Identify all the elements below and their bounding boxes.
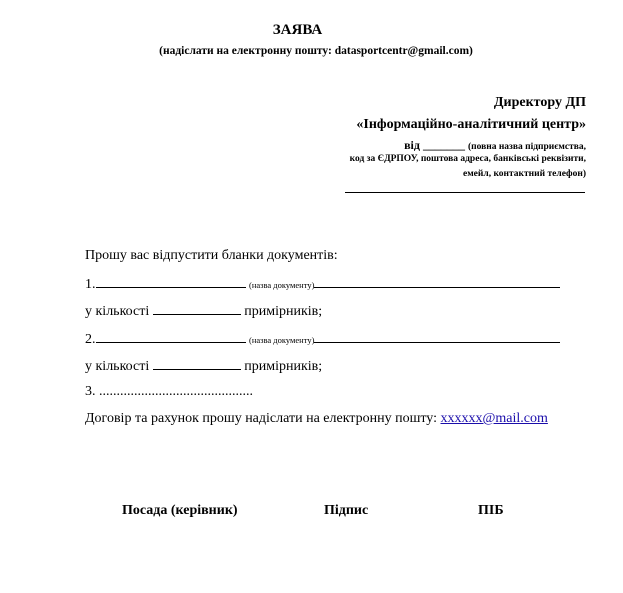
item-1-number: 1. (85, 277, 96, 292)
quantity-label: у кількості (85, 304, 150, 319)
item-1-line (85, 275, 560, 293)
from-label: від (404, 138, 420, 152)
addressee-line-2: «Інформаційно-аналітичний центр» (356, 117, 586, 132)
from-blank: _______ (422, 138, 465, 152)
from-line (404, 138, 586, 153)
quantity-blank (153, 357, 241, 370)
from-note: (повна назва підприємства, (467, 142, 586, 152)
item-2-blank (96, 330, 246, 343)
contract-line (85, 411, 548, 427)
item-2-doc-hint: (назва документу) (249, 335, 315, 345)
quantity-blank (153, 302, 241, 315)
copies-label: примірників; (244, 304, 323, 319)
signature-position-label: Посада (керівник) (122, 503, 238, 518)
contract-email-link[interactable]: xxxxxx@mail.com (440, 411, 548, 426)
addressee-signature-line (345, 192, 585, 193)
item-1-quantity-line (85, 302, 322, 320)
intro-text: Прошу вас відпустити бланки документів: (85, 248, 338, 263)
document-subtitle: (надіслати на електронну пошту: datasportcentr@gmail.com) (159, 45, 473, 57)
addressee-line-1: Директору ДП (493, 95, 586, 110)
item-2-quantity-line (85, 357, 322, 375)
item-1-doc-hint: (назва документу) (249, 280, 315, 290)
item-2-line (85, 330, 560, 348)
contract-text: Договір та рахунок прошу надіслати на електронну пошту: (85, 411, 437, 426)
signature-name-label: ПІБ (478, 503, 504, 518)
copies-label: примірників; (244, 359, 323, 374)
signature-sign-label: Підпис (324, 503, 369, 518)
quantity-label: у кількості (85, 359, 150, 374)
from-note-line-3: емейл, контактний телефон) (462, 169, 586, 179)
item-2-doc-blank (314, 330, 560, 343)
document-title: ЗАЯВА (272, 22, 323, 38)
item-3-line: 3. ............................................ (85, 384, 253, 399)
item-1-doc-blank (314, 275, 560, 288)
item-1-blank (96, 275, 246, 288)
from-note-line-2: код за ЄДРПОУ, поштова адреса, банківські реквізити, (349, 154, 586, 164)
item-2-number: 2. (85, 332, 96, 347)
